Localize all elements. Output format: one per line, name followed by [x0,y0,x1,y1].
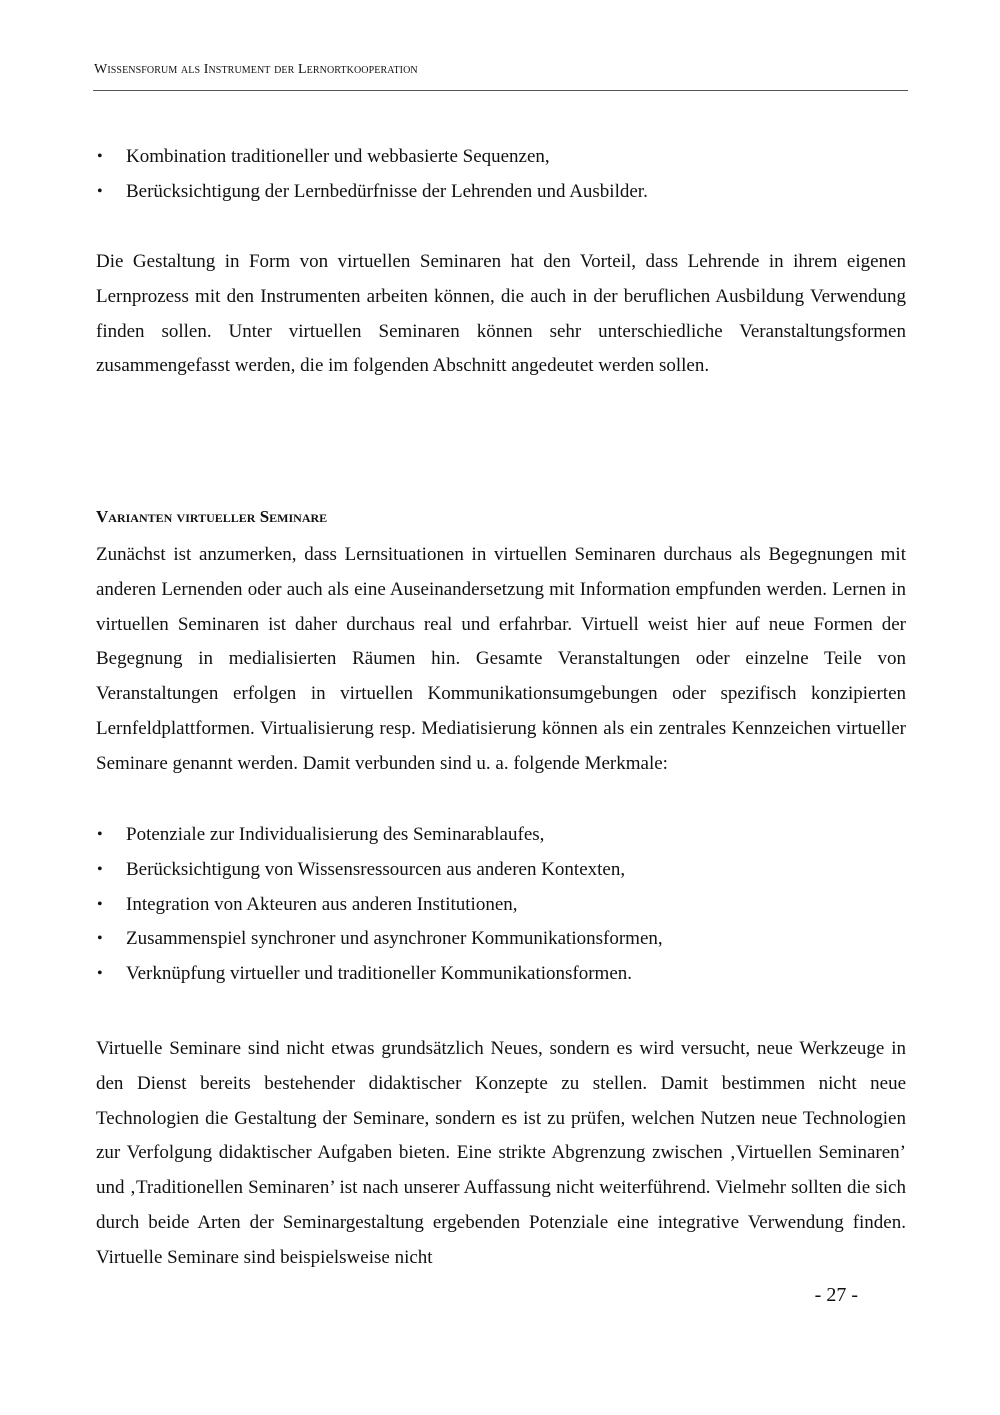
paragraph: Die Gestaltung in Form von virtuellen Seminaren hat den Vorteil, dass Lehrende in ihrem eigenen Lernprozess mit den Instrumenten arbeiten können, die auch in der beruflichen Ausbildung Verwendung finden sollen. Unter virtuellen Seminaren können sehr unterschiedliche Veranstaltungsformen zusammengefasst werden, die im folgenden Abschnitt angedeutet werden sollen. [96,251,906,377]
paragraph: Virtuelle Seminare sind nicht etwas grundsätzlich Neues, sondern es wird versucht, neue Werkzeuge in den Dienst bereits bestehender didaktischer Konzepte zu stellen. Damit bestimmen nicht neue Technologien die Gestaltung der Seminare, sondern es ist zu prüfen, welchen Nutzen neue Technologien zur Verfolgung didaktischer Aufgaben bieten. Eine strikte Abgrenzung zwischen ‚Virtuellen Seminaren’ und ‚Traditionellen Seminaren’ ist nach unserer Auffassung nicht weiterführend. Vielmehr sollten die sich durch beide Arten der Seminargestaltung ergebenden Potenziale eine integrative Verwendung finden. Virtuelle Seminare sind beispielsweise nicht [96,1038,906,1268]
list-item-text: Potenziale zur Individualisierung des Seminarablaufes, [126,824,545,845]
page-number: - 27 - [814,1284,858,1306]
list-item-text: Zusammenspiel synchroner und asynchroner Kommunikationsformen, [126,928,663,950]
list-item [96,175,906,210]
running-header: Wissensforum als Instrument der Lernortkooperation [94,62,418,77]
list-item [96,922,906,957]
paragraph-2-block [96,538,906,782]
list-item-text: Verknüpfung virtueller und traditioneller Kommunikationsformen. [126,963,633,985]
bullet-icon: • [97,826,103,843]
list-item [96,853,906,888]
section-heading-block [96,502,906,532]
paragraph-1-block [96,245,906,384]
paragraph-3-block [96,1032,906,1276]
bullet-list-1 [96,140,906,210]
bullet-list-2 [96,818,906,992]
list-item [96,888,906,923]
header-rule [93,90,908,91]
list-item [96,818,906,853]
list-item-text: Integration von Akteuren aus anderen Institutionen, [126,893,518,915]
bullet-icon: • [97,148,103,165]
bullet-icon: • [97,860,103,878]
bullet-icon: • [97,182,103,200]
list-item-text: Berücksichtigung der Lernbedürfnisse der Lehrenden und Ausbilder. [126,180,648,202]
list-item [96,957,906,992]
paragraph: Zunächst ist anzumerken, dass Lernsituationen in virtuellen Seminaren durchaus als Begegnungen mit anderen Lernenden oder auch als eine Auseinandersetzung mit Information empfunden werden. Lernen in virtuellen Seminaren ist daher durchaus real und erfahrbar. Virtuell weist hier auf neue Formen der Begegnung in medialisierten Räumen hin. Gesamte Veranstaltungen oder einzelne Teile von Veranstaltungen erfolgen in virtuellen Kommunikationsumgebungen oder spezifisch konzipierten Lernfeldplattformen. Virtualisierung resp. Mediatisierung können als ein zentrales Kennzeichen virtueller Seminare genannt werden. Damit verbunden sind u. a. folgende Merkmale: [96,544,906,774]
bullet-icon: • [97,930,103,948]
list-item-text: Kombination traditioneller und webbasierte Sequenzen, [126,146,550,167]
bullet-icon: • [97,965,103,983]
bullet-icon: • [97,895,103,913]
list-item [96,140,906,175]
section-heading: Varianten virtueller Seminare [96,507,328,526]
list-item-text: Berücksichtigung von Wissensressourcen aus anderen Kontexten, [126,858,626,880]
